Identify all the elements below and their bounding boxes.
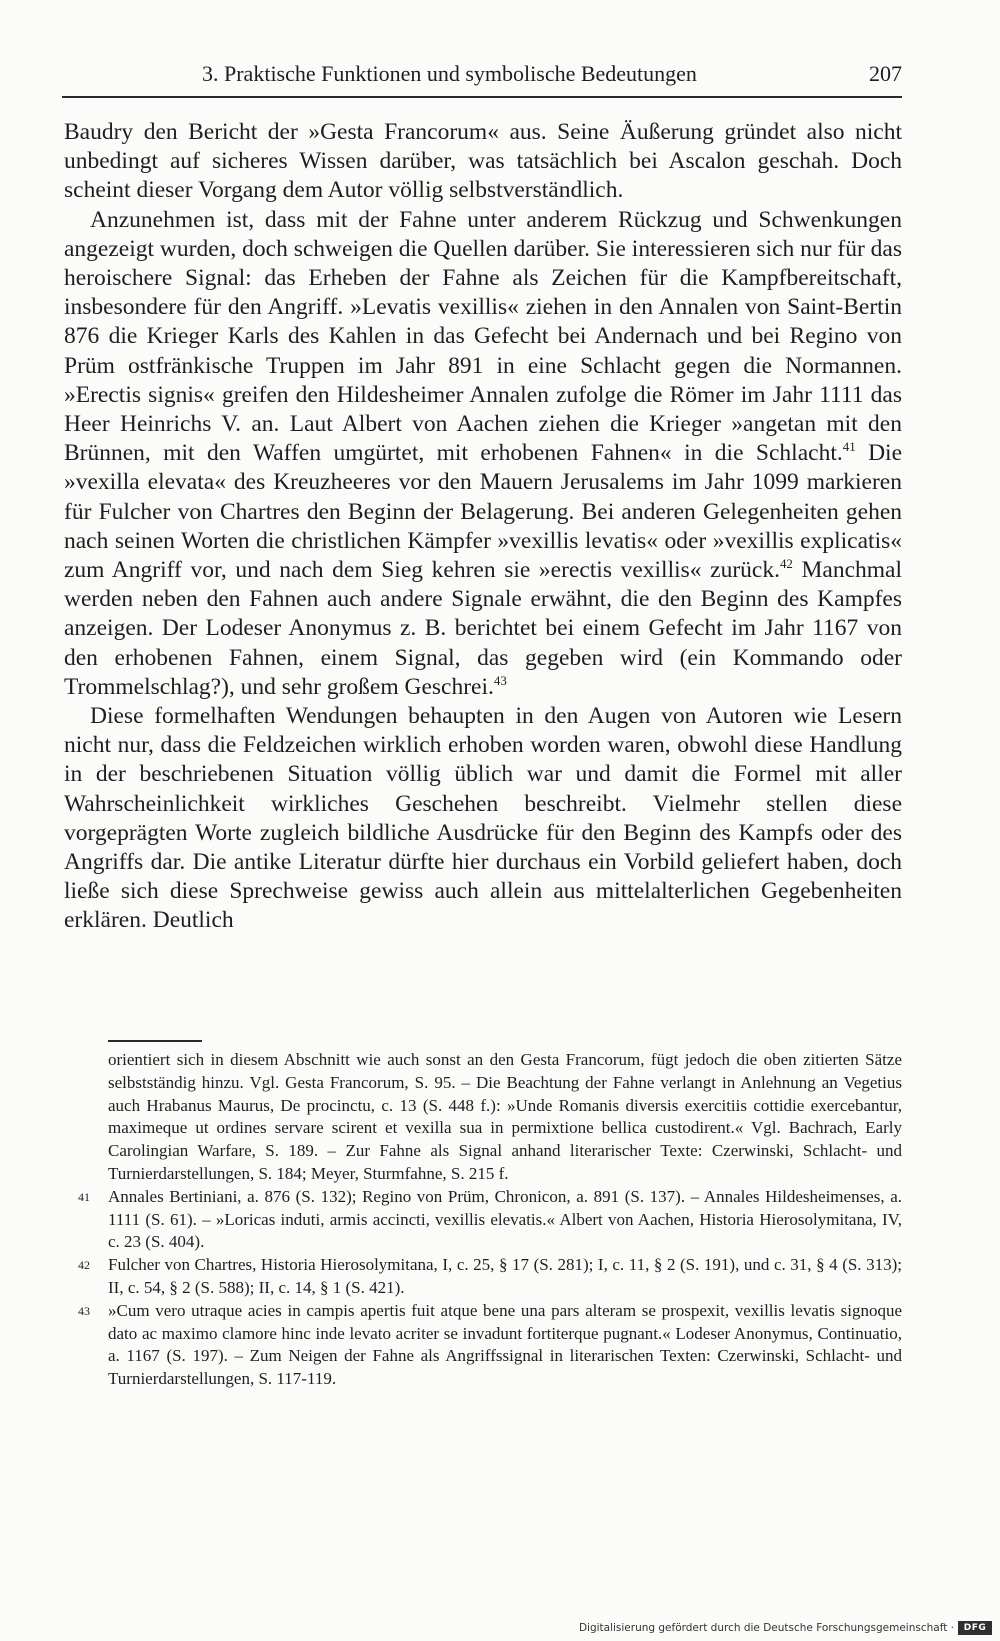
footnote-text: »Cum vero utraque acies in campis apertis fuit atque bene una pars alteram se prospexit, vexillis levatis signoque dato ac maximo clamore hinc inde levato acriter se invadunt fortiterque pugnant.« Lodeser Anonymus, Continuatio, a. 1167 (S. 197). – Zum Neigen der Fahne als Angriffssignal in literarischen Texten: Czerwinski, Schlacht- und Turnierdarstellungen, S. 117-119.	[108, 1300, 902, 1389]
footnote-number: 42	[78, 1258, 90, 1273]
footnote-text: Fulcher von Chartres, Historia Hierosolymitana, I, c. 25, § 17 (S. 281); I, c. 11, § 2 (S. 191), und c. 31, § 4 (S. 313); II, c. 54, § 2 (S. 588); II, c. 14, § 1 (S. 421).	[108, 1255, 902, 1297]
paragraph-2	[64, 206, 902, 702]
footnote-41	[64, 1186, 902, 1254]
dfg-logo-icon: DFG	[958, 1621, 992, 1635]
paragraph-2-part-b: Die »vexilla elevata« des Kreuzheeres vor den Mauern Jerusalems im Jahr 1099 markieren für Fulcher von Chartres den Beginn der Belagerung. Bei anderen Gelegenheiten gehen nach seinen Worten die christlichen Kämpfer »vexillis levatis« oder »vexillis explicatis« zum Angriff vor, und nach dem Sieg kehren sie »erectis vexillis« zurück.	[64, 440, 903, 584]
footnote-rule	[108, 1040, 202, 1042]
running-title: 3. Praktische Funktionen und symbolische Bedeutungen	[202, 61, 697, 86]
main-text	[64, 118, 902, 936]
footnote-42	[64, 1254, 902, 1300]
footnote-43	[64, 1300, 902, 1391]
footnote-ref-42: 42	[779, 556, 793, 571]
header-rule	[62, 96, 902, 98]
running-header	[62, 58, 902, 98]
footnote-ref-43: 43	[493, 672, 507, 688]
paragraph-2-part-a: Anzunehmen ist, dass mit der Fahne unter anderem Rückzug und Schwenkungen angezeigt wurden, doch schweigen die Quellen darüber. Sie interessieren sich nur für das heroischere Signal: das Erheben der Fahne als Zeichen für die Kampfbereitschaft, insbesondere für den Angriff. »Levatis vexillis« ziehen in den Annalen von Saint-Bertin 876 die Krieger Karls des Kahlen in das Gefecht bei Andernach und bei Regino von Prüm ostfränkische Truppen im Jahr 891 in eine Schlacht gegen die Normannen. »Erectis signis« greifen den Hildesheimer Annalen zufolge die Römer im Jahr 1111 das Heer Heinrichs V. an. Laut Albert von Aachen ziehen die Krieger »angetan mit den Brünnen, mit den Waffen umgürtet, mit erhobenen Fahnen« in die Schlacht.	[64, 206, 902, 467]
credit-text: Digitalisierung gefördert durch die Deutsche Forschungsgemeinschaft ·	[578, 1622, 954, 1634]
paragraph-1: Baudry den Bericht der »Gesta Francorum« aus. Seine Äußerung gründet also nicht unbedingt auf sicheres Wissen darüber, was tatsächlich bei Ascalon geschah. Doch scheint dieser Vorgang dem Autor völlig selbstverständlich.	[64, 119, 902, 204]
footnote-text: Annales Bertiniani, a. 876 (S. 132); Regino von Prüm, Chronicon, a. 891 (S. 137). – Annales Hildesheimenses, a. 1111 (S. 61). – »Loricas induti, armis accincti, vexillis elevatis.« Albert von Aachen, Historia Hierosolymitana, IV, c. 23 (S. 404).	[108, 1186, 902, 1252]
footnote-continuation-text: orientiert sich in diesem Abschnitt wie auch sonst an den Gesta Francorum, fügt jedoch die oben zitierten Sätze selbstständig hinzu. Vgl. Gesta Francorum, S. 95. – Die Beachtung der Fahne verlangt in Anlehnung an Vegetius auch Hrabanus Maurus, De procinctu, c. 13 (S. 448 f.): »Unde Romanis diversis exercitiis cottidie exercebantur, maximeque ut ordines servare scirent et vexilla sua in permixtione bellica custodirent.« Vgl. Bachrach, Early Carolingian Warfare, S. 189. – Zur Fahne als Signal anhand literarischer Texte: Czerwinski, Schlacht- und Turnierdarstellungen, S. 184; Meyer, Sturmfahne, S. 215 f.	[108, 1050, 902, 1183]
paragraph-2-part-c: Manchmal werden neben den Fahnen auch andere Signale erwähnt, die den Beginn des Kampfes anzeigen. Der Lodeser Anonymus z. B. berichtet bei einem Gefecht im Jahr 1167 von den erhobenen Fahnen, einem Signal, das gegeben wird (ein Kommando oder Trommelschlag?), und sehr großem Geschrei.	[64, 557, 902, 700]
digitization-credit	[579, 1621, 992, 1635]
footnote-continuation	[64, 1049, 902, 1186]
footnotes	[64, 1049, 902, 1391]
paragraph-3: Diese formelhaften Wendungen behaupten in den Augen von Autoren wie Lesern nicht nur, dass die Feldzeichen wirklich erhoben worden waren, obwohl diese Handlung in der beschriebenen Situation völlig üblich war und damit die Formel mit aller Wahrscheinlichkeit wirkliches Geschehen beschreibt. Vielmehr stellen diese vorgeprägten Worte zugleich bildliche Ausdrücke für den Beginn des Kampfs oder des Angriffs dar. Die antike Literatur dürfte hier durchaus ein Vorbild geliefert haben, doch ließe sich diese Sprechweise gewiss auch allein aus mittelalterlichen Gegebenheiten erklären. Deutlich	[64, 703, 902, 934]
footnote-ref-41: 41	[842, 439, 856, 455]
footnote-number: 41	[78, 1189, 90, 1204]
footnote-number: 43	[78, 1303, 90, 1318]
page-number: 207	[869, 61, 902, 86]
